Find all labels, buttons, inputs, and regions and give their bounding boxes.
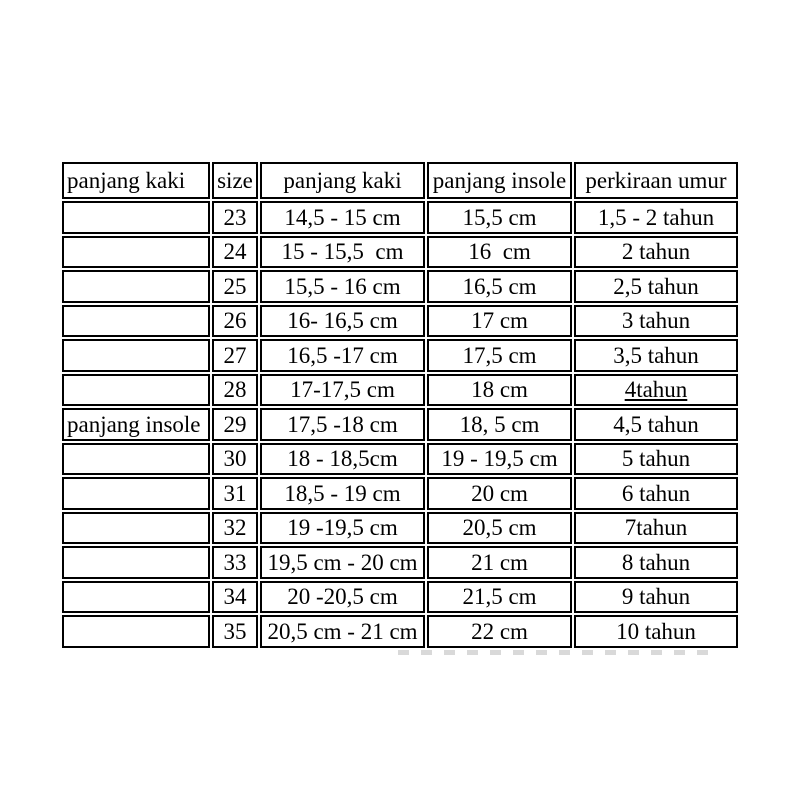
- insole-length-cell: 21 cm: [427, 546, 572, 579]
- header-estimated-age: perkiraan umur: [574, 162, 738, 199]
- table-row: [62, 339, 738, 372]
- size-cell: 34: [212, 581, 258, 614]
- size-cell: 26: [212, 305, 258, 338]
- row-label-cell: [62, 546, 210, 579]
- row-label-cell: [62, 512, 210, 545]
- foot-length-cell: 18,5 - 19 cm: [260, 477, 425, 510]
- foot-length-cell: 17-17,5 cm: [260, 374, 425, 407]
- table-header-row: [62, 162, 738, 199]
- foot-length-cell: 15,5 - 16 cm: [260, 270, 425, 303]
- row-label-cell: [62, 443, 210, 476]
- row-label-cell: panjang insole: [62, 408, 210, 441]
- age-cell: 2 tahun: [574, 236, 738, 269]
- row-label-cell: [62, 374, 210, 407]
- table-row: [62, 443, 738, 476]
- header-foot-length: panjang kaki: [260, 162, 425, 199]
- header-size: size: [212, 162, 258, 199]
- row-label-cell: [62, 236, 210, 269]
- foot-length-cell: 14,5 - 15 cm: [260, 201, 425, 234]
- row-label-cell: [62, 201, 210, 234]
- age-cell: 10 tahun: [574, 615, 738, 648]
- size-cell: 27: [212, 339, 258, 372]
- table-row: [62, 581, 738, 614]
- foot-length-cell: 16- 16,5 cm: [260, 305, 425, 338]
- table-row: [62, 374, 738, 407]
- table-row: [62, 408, 738, 441]
- age-cell: 2,5 tahun: [574, 270, 738, 303]
- age-cell: 3 tahun: [574, 305, 738, 338]
- size-cell: 32: [212, 512, 258, 545]
- table-row: [62, 201, 738, 234]
- foot-length-cell: 19 -19,5 cm: [260, 512, 425, 545]
- faint-watermark-remnant: [398, 650, 710, 655]
- insole-length-cell: 21,5 cm: [427, 581, 572, 614]
- table-row: [62, 546, 738, 579]
- foot-length-cell: 15 - 15,5 cm: [260, 236, 425, 269]
- insole-length-cell: 17 cm: [427, 305, 572, 338]
- size-cell: 30: [212, 443, 258, 476]
- insole-length-cell: 22 cm: [427, 615, 572, 648]
- insole-length-cell: 18, 5 cm: [427, 408, 572, 441]
- insole-length-cell: 16 cm: [427, 236, 572, 269]
- insole-length-cell: 18 cm: [427, 374, 572, 407]
- size-cell: 29: [212, 408, 258, 441]
- table-row: [62, 270, 738, 303]
- size-cell: 28: [212, 374, 258, 407]
- age-cell: 7tahun: [574, 512, 738, 545]
- age-cell: 4,5 tahun: [574, 408, 738, 441]
- foot-length-cell: 20 -20,5 cm: [260, 581, 425, 614]
- table-row: [62, 512, 738, 545]
- header-insole-length: panjang insole: [427, 162, 572, 199]
- table-row: [62, 477, 738, 510]
- age-cell: 8 tahun: [574, 546, 738, 579]
- age-cell: 1,5 - 2 tahun: [574, 201, 738, 234]
- foot-length-cell: 17,5 -18 cm: [260, 408, 425, 441]
- size-cell: 24: [212, 236, 258, 269]
- row-label-cell: [62, 270, 210, 303]
- row-label-cell: [62, 615, 210, 648]
- age-cell: 3,5 tahun: [574, 339, 738, 372]
- foot-length-cell: 20,5 cm - 21 cm: [260, 615, 425, 648]
- insole-length-cell: 17,5 cm: [427, 339, 572, 372]
- row-label-cell: [62, 339, 210, 372]
- header-foot-length-left: panjang kaki: [62, 162, 210, 199]
- insole-length-cell: 20 cm: [427, 477, 572, 510]
- insole-length-cell: 19 - 19,5 cm: [427, 443, 572, 476]
- row-label-cell: [62, 477, 210, 510]
- size-cell: 35: [212, 615, 258, 648]
- table-row: [62, 305, 738, 338]
- age-cell: 9 tahun: [574, 581, 738, 614]
- size-cell: 23: [212, 201, 258, 234]
- table-row: [62, 236, 738, 269]
- row-label-cell: [62, 581, 210, 614]
- insole-length-cell: 15,5 cm: [427, 201, 572, 234]
- age-cell: 5 tahun: [574, 443, 738, 476]
- foot-length-cell: 16,5 -17 cm: [260, 339, 425, 372]
- size-chart-table: [62, 162, 738, 648]
- insole-length-cell: 16,5 cm: [427, 270, 572, 303]
- insole-length-cell: 20,5 cm: [427, 512, 572, 545]
- size-cell: 31: [212, 477, 258, 510]
- row-label-cell: [62, 305, 210, 338]
- size-cell: 33: [212, 546, 258, 579]
- age-cell: 6 tahun: [574, 477, 738, 510]
- foot-length-cell: 18 - 18,5cm: [260, 443, 425, 476]
- table-row: [62, 615, 738, 648]
- size-cell: 25: [212, 270, 258, 303]
- foot-length-cell: 19,5 cm - 20 cm: [260, 546, 425, 579]
- age-cell: 4tahun: [574, 374, 738, 407]
